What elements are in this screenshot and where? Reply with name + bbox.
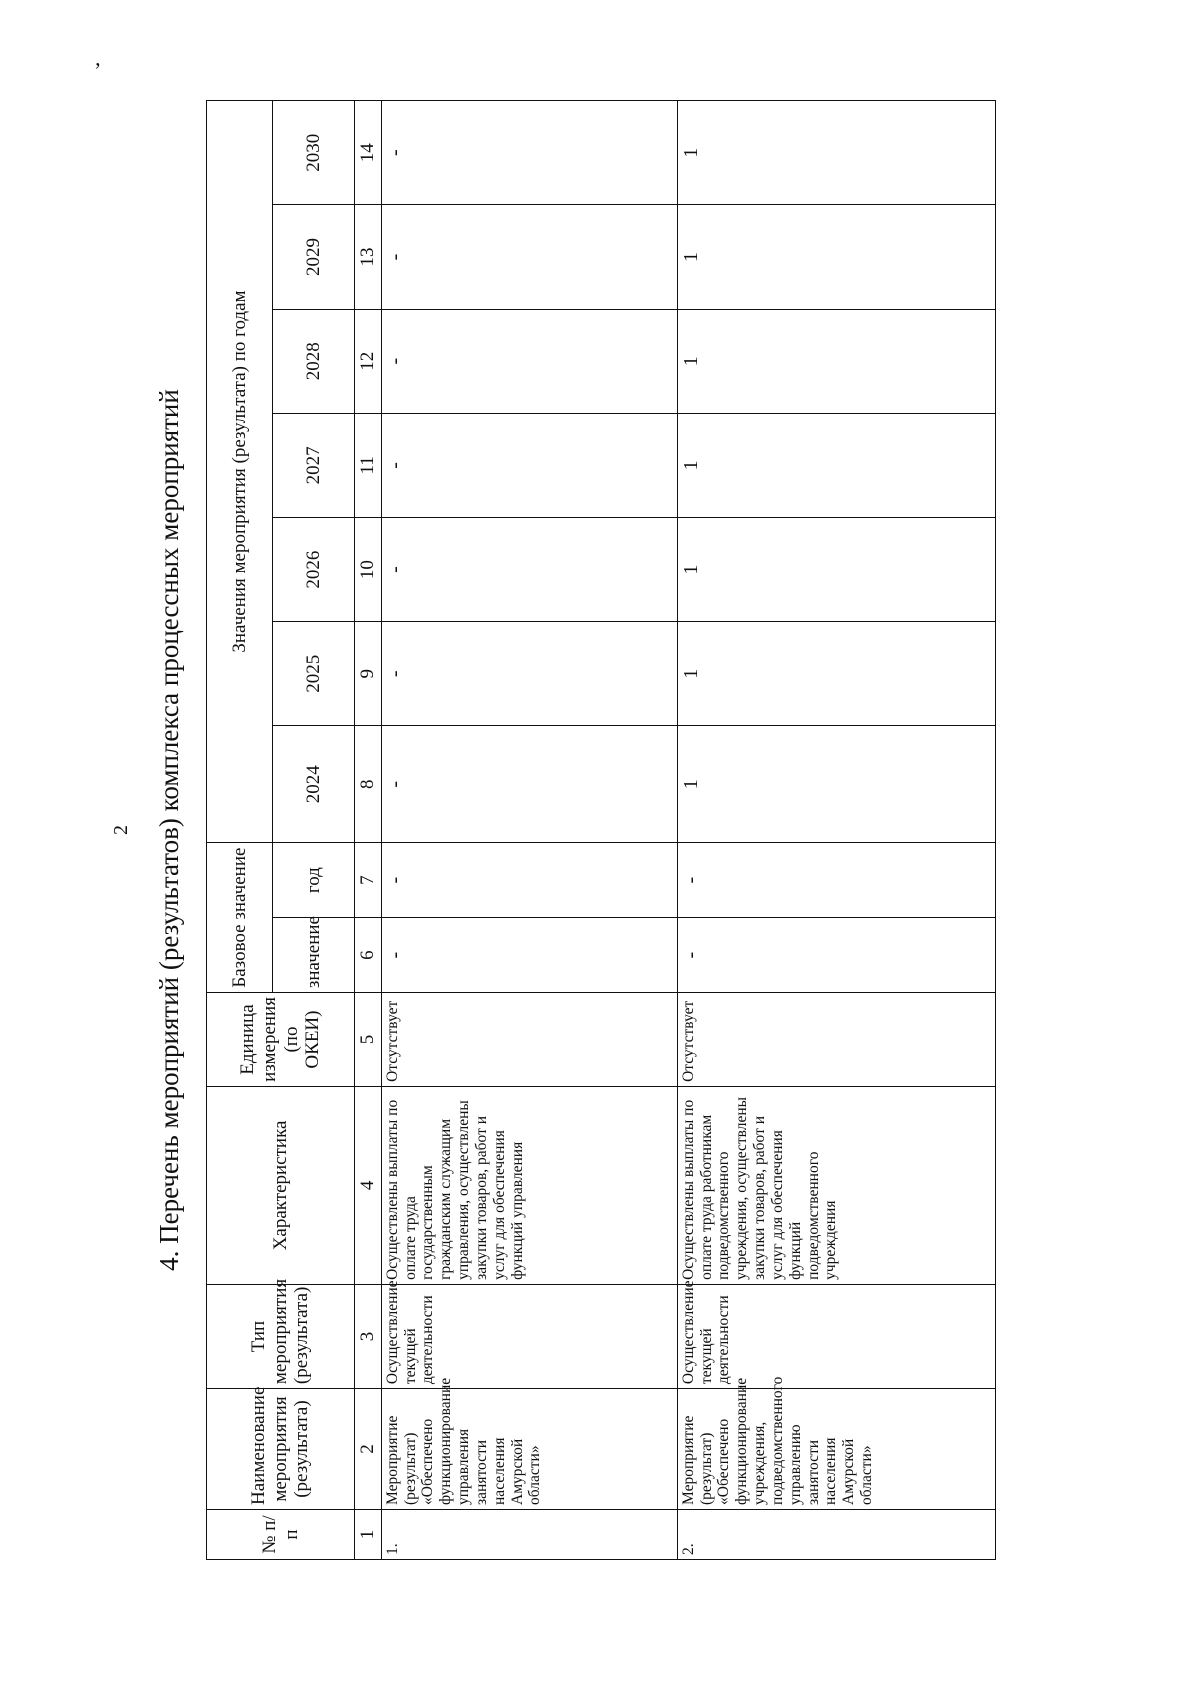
row-value: -: [381, 726, 677, 843]
row-value: -: [381, 309, 677, 413]
column-number: 6: [355, 918, 382, 993]
header-type: Тип мероприятия (результата): [207, 1284, 355, 1388]
header-year: 2030: [273, 101, 355, 205]
page-title: 4. Перечень мероприятий (результатов) комплекса процессных мероприятий: [154, 389, 184, 1271]
header-year: 2026: [273, 517, 355, 621]
header-base: Базовое значение: [207, 843, 273, 993]
row-base-year: -: [677, 843, 995, 918]
row-base-value: -: [677, 918, 995, 993]
table-row: [677, 101, 995, 1560]
row-characteristic: Осуществлены выплаты по оплате труда работникам подведомственного учреждения, осуществлены закупки товаров, работ и услуг для обеспечения функций подведомственного учреждения: [677, 1086, 995, 1284]
rotated-page: [24, 20, 1124, 1640]
header-characteristic: Характеристика: [207, 1086, 355, 1284]
row-unit: Отсутствует: [677, 993, 995, 1087]
row-value: 1: [677, 101, 995, 205]
column-number-row: [355, 101, 382, 1560]
column-number: 14: [355, 101, 382, 205]
column-number: 5: [355, 993, 382, 1087]
header-year: 2025: [273, 622, 355, 726]
row-base-value: -: [381, 918, 677, 993]
header-unit: Единица измерения (по ОКЕИ): [207, 993, 355, 1087]
column-number: 10: [355, 517, 382, 621]
scan-mark: ʼ: [94, 58, 102, 83]
row-characteristic: Осуществлены выплаты по оплате труда государственным гражданским служащим управления, осуществлены закупки товаров, работ и услуг для обеспечения функций управления: [381, 1086, 677, 1284]
row-unit: Отсутствует: [381, 993, 677, 1087]
column-number: 8: [355, 726, 382, 843]
column-number: 9: [355, 622, 382, 726]
row-name: Мероприятие (результат) «Обеспечено функционирование управления занятости населения Амурской области»: [381, 1389, 677, 1510]
column-number: 4: [355, 1086, 382, 1284]
row-value: -: [381, 205, 677, 309]
row-value: 1: [677, 726, 995, 843]
header-values-by-years: Значения мероприятия (результата) по годам: [207, 101, 273, 843]
measures-table: [206, 100, 996, 1560]
row-num: 2.: [677, 1509, 995, 1559]
page-number: 2: [110, 825, 132, 835]
row-name: Мероприятие (результат) «Обеспечено функционирование учреждения, подведомственного управлению занятости населения Амурской области»: [677, 1389, 995, 1510]
column-number: 13: [355, 205, 382, 309]
header-year: 2024: [273, 726, 355, 843]
column-number: 1: [355, 1509, 382, 1559]
row-value: -: [381, 517, 677, 621]
row-value: 1: [677, 309, 995, 413]
header-year: 2029: [273, 205, 355, 309]
header-name: Наименование мероприятия (результата): [207, 1389, 355, 1510]
row-value: 1: [677, 205, 995, 309]
header-base-year: год: [273, 843, 355, 918]
table-row: [381, 101, 677, 1560]
row-type: Осуществление текущей деятельности: [381, 1284, 677, 1388]
column-number: 12: [355, 309, 382, 413]
column-number: 7: [355, 843, 382, 918]
header-base-value: значение: [273, 918, 355, 993]
row-value: -: [381, 413, 677, 517]
column-number: 2: [355, 1389, 382, 1510]
row-value: 1: [677, 622, 995, 726]
header-row-1: [207, 101, 273, 1560]
row-value: 1: [677, 517, 995, 621]
row-value: 1: [677, 413, 995, 517]
header-num: № п/п: [207, 1509, 355, 1559]
row-type: Осуществление текущей деятельности: [677, 1284, 995, 1388]
row-value: -: [381, 622, 677, 726]
row-base-year: -: [381, 843, 677, 918]
header-year: 2027: [273, 413, 355, 517]
column-number: 3: [355, 1284, 382, 1388]
header-year: 2028: [273, 309, 355, 413]
column-number: 11: [355, 413, 382, 517]
row-value: -: [381, 101, 677, 205]
row-num: 1.: [381, 1509, 677, 1559]
